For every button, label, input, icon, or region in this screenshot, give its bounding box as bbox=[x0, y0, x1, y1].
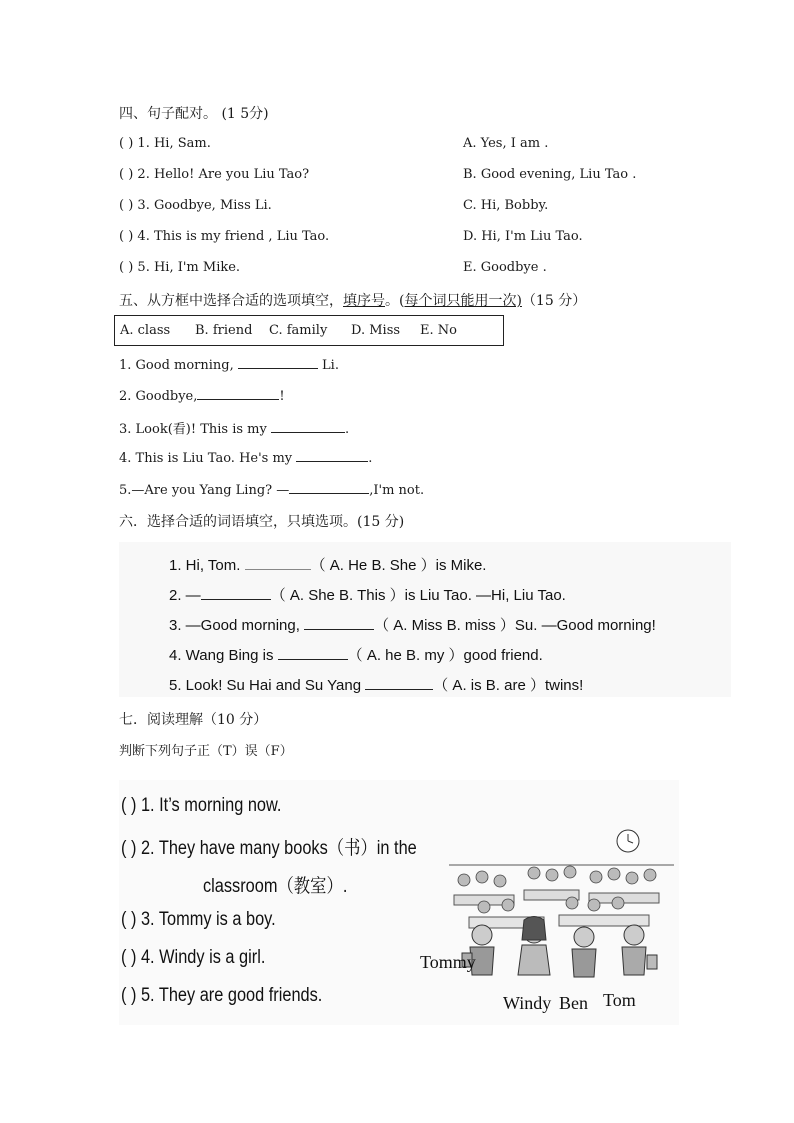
title-emphasis: 每个词只能用一次) bbox=[404, 293, 522, 309]
match-item-text: 4. This is my friend , Liu Tao. bbox=[137, 229, 330, 244]
fill-text: . bbox=[344, 422, 350, 437]
title-score: （15 分） bbox=[521, 293, 587, 309]
judge-item-2 bbox=[121, 833, 417, 860]
fill-item-5 bbox=[119, 481, 424, 498]
fill-blank[interactable] bbox=[296, 449, 368, 462]
fill-text: 2. Goodbye, bbox=[119, 389, 198, 404]
fill-item-2 bbox=[119, 387, 285, 404]
fill-item-1 bbox=[119, 356, 339, 373]
answer-paren[interactable]: ( ) bbox=[121, 795, 137, 816]
fill-blank[interactable] bbox=[238, 356, 318, 369]
fill-text: 4. This is Liu Tao. He's my bbox=[119, 451, 297, 466]
match-item-1 bbox=[119, 136, 211, 151]
section-7-subtitle: 判断下列句子正（T）误（F） bbox=[119, 744, 293, 759]
judge-item-1 bbox=[121, 795, 281, 817]
answer-paren[interactable]: ( ) bbox=[121, 947, 137, 968]
label-windy: Windy bbox=[503, 993, 552, 1013]
choice-item-1 bbox=[169, 554, 486, 575]
fill-text: Li. bbox=[317, 358, 339, 373]
choice-text: 5. Look! Su Hai and Su Yang bbox=[169, 677, 366, 694]
match-item-4 bbox=[119, 229, 329, 244]
fill-text: 3. Look(看)! This is my bbox=[119, 422, 271, 437]
label-tommy: Tommy bbox=[420, 952, 476, 972]
word-option: E. No bbox=[420, 323, 457, 338]
judge-text: 3. Tommy is a boy. bbox=[140, 909, 276, 930]
reading-panel bbox=[119, 780, 679, 1025]
choice-text: 1. Hi, Tom. bbox=[169, 557, 245, 574]
fill-text: 5.—Are you Yang Ling? — bbox=[119, 483, 290, 498]
choice-blank[interactable] bbox=[201, 587, 271, 600]
fill-blank[interactable] bbox=[289, 481, 369, 494]
choice-text: （ A. She B. This ）is Liu Tao. —Hi, Liu Tao. bbox=[270, 587, 566, 604]
section-4-title: 四、句子配对。 (1 5分) bbox=[119, 106, 269, 122]
fill-item-3 bbox=[119, 418, 349, 437]
answer-option-c: C. Hi, Bobby. bbox=[463, 198, 549, 213]
choice-item-5 bbox=[169, 674, 583, 695]
choice-blank[interactable] bbox=[365, 677, 433, 690]
choice-item-4 bbox=[169, 644, 543, 665]
choice-text: 3. —Good morning, bbox=[169, 617, 305, 634]
judge-text: 2. They have many books（书）in the bbox=[140, 838, 417, 859]
judge-item-4 bbox=[121, 947, 265, 969]
fill-blank[interactable] bbox=[197, 387, 279, 400]
answer-option-b: B. Good evening, Liu Tao . bbox=[463, 167, 637, 182]
word-option-box bbox=[114, 315, 504, 346]
answer-option-d: D. Hi, I'm Liu Tao. bbox=[463, 229, 583, 244]
title-emphasis: 填序号 bbox=[343, 293, 385, 309]
fill-text: 1. Good morning, bbox=[119, 358, 238, 373]
answer-paren[interactable]: ( ) bbox=[121, 985, 137, 1006]
choice-text: （ A. is B. are ）twins! bbox=[433, 677, 584, 694]
fill-text: . bbox=[368, 451, 373, 466]
match-item-text: 5. Hi, I'm Mike. bbox=[137, 260, 241, 275]
word-option: B. friend bbox=[195, 323, 253, 338]
fill-text: ! bbox=[279, 389, 285, 404]
choice-item-2 bbox=[169, 584, 566, 605]
section-6-question-panel bbox=[119, 542, 731, 697]
fill-text: ,I'm not. bbox=[369, 483, 425, 498]
judge-item-3 bbox=[121, 909, 276, 931]
match-item-text: 2. Hello! Are you Liu Tao? bbox=[137, 167, 310, 182]
title-part: 五、从方框中选择合适的选项填空， bbox=[119, 293, 343, 309]
word-option: D. Miss bbox=[351, 323, 401, 338]
match-item-text: 3. Goodbye, Miss Li. bbox=[137, 198, 272, 213]
match-item-2 bbox=[119, 167, 309, 182]
title-part: 。( bbox=[385, 293, 405, 309]
choice-item-3 bbox=[169, 614, 656, 635]
choice-blank[interactable] bbox=[245, 557, 311, 570]
section-7-title: 七．阅读理解（10 分） bbox=[119, 712, 268, 728]
answer-paren[interactable]: ( ) bbox=[121, 909, 137, 930]
word-option: C. family bbox=[269, 323, 328, 338]
choice-blank[interactable] bbox=[304, 617, 374, 630]
answer-paren[interactable]: ( ) bbox=[119, 198, 134, 213]
answer-paren[interactable]: ( ) bbox=[119, 136, 134, 151]
section-5-title bbox=[119, 290, 586, 310]
classroom-illustration bbox=[444, 825, 679, 995]
answer-paren[interactable]: ( ) bbox=[121, 838, 137, 859]
fill-blank[interactable] bbox=[271, 420, 345, 433]
choice-blank[interactable] bbox=[278, 647, 348, 660]
answer-paren[interactable]: ( ) bbox=[119, 260, 134, 275]
answer-paren[interactable]: ( ) bbox=[119, 229, 134, 244]
section-6-title: 六．选择合适的词语填空，只填选项。(15 分) bbox=[119, 514, 405, 530]
judge-text: 1. It’s morning now. bbox=[140, 795, 282, 816]
answer-option-a: A. Yes, I am . bbox=[463, 136, 549, 151]
judge-text: 4. Windy is a girl. bbox=[140, 947, 266, 968]
match-item-5 bbox=[119, 260, 240, 275]
choice-text: （ A. Miss B. miss ）Su. —Good morning! bbox=[374, 617, 656, 634]
label-tom: Tom bbox=[603, 990, 636, 1010]
judge-item-2-cont bbox=[203, 871, 347, 898]
fill-item-4 bbox=[119, 449, 372, 466]
word-option: A. class bbox=[120, 323, 171, 338]
judge-item-5 bbox=[121, 985, 322, 1007]
answer-paren[interactable]: ( ) bbox=[119, 167, 134, 182]
match-item-3 bbox=[119, 198, 272, 213]
answer-option-e: E. Goodbye . bbox=[463, 260, 547, 275]
judge-text: 5. They are good friends. bbox=[140, 985, 323, 1006]
choice-text: 2. — bbox=[169, 587, 201, 604]
choice-text: （ A. He B. She ）is Mike. bbox=[310, 557, 487, 574]
label-ben: Ben bbox=[559, 993, 588, 1013]
choice-text: （ A. he B. my ）good friend. bbox=[347, 647, 543, 664]
choice-text: 4. Wang Bing is bbox=[169, 647, 278, 664]
match-item-text: 1. Hi, Sam. bbox=[137, 136, 211, 151]
judge-text: classroom（教室）. bbox=[203, 876, 348, 897]
